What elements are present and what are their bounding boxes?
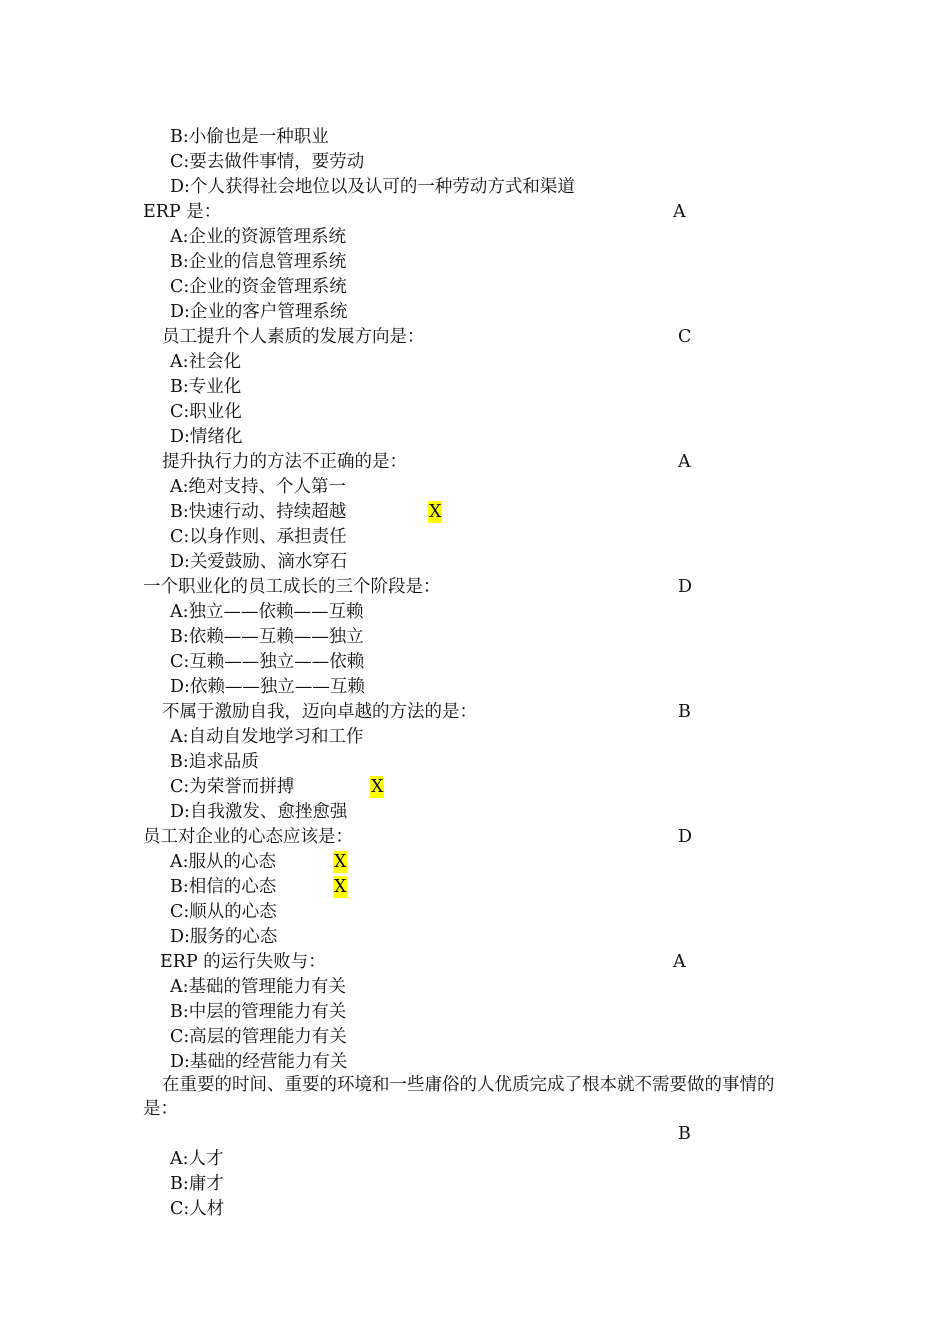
answer-key: A [673,952,686,972]
document-line: 提升执行力的方法不正确的是： [162,452,407,472]
document-line: C:要去做件事情，要劳动 [170,152,365,172]
document-line: 不属于激励自我，迈向卓越的方法的是： [162,702,477,722]
answer-key: A [673,202,686,222]
document-line: 在重要的时间、重要的环境和一些庸俗的人优质完成了根本就不需要做的事情的 [162,1075,775,1095]
document-line: D:自我激发、愈挫愈强 [170,802,348,822]
document-line: D:关爱鼓励、滴水穿石 [170,552,348,572]
highlighted-mark: X [429,502,442,522]
document-line: A:社会化 [170,352,242,372]
document-line: B:企业的信息管理系统 [170,252,347,272]
document-line: B:专业化 [170,377,242,397]
document-line: ERP 是： [143,202,222,222]
document-line: 是： [143,1099,178,1119]
document-line: C:以身作则、承担责任 [170,527,347,547]
answer-key: D [678,577,693,597]
answer-key: C [678,327,692,347]
document-line: D:个人获得社会地位以及认可的一种劳动方式和渠道 [170,177,575,197]
document-line: A:自动自发地学习和工作 [170,727,364,747]
highlighted-mark: X [334,877,347,897]
document-line: D:依赖——独立——互赖 [170,677,365,697]
document-line: B:中层的管理能力有关 [170,1002,347,1022]
document-line: A:企业的资源管理系统 [170,227,347,247]
document-line: B:相信的心态 [170,877,277,897]
document-line: A:服从的心态 [170,852,277,872]
document-line: C:顺从的心态 [170,902,277,922]
document-line: D:情绪化 [170,427,243,447]
document-line: C:高层的管理能力有关 [170,1027,347,1047]
answer-key: B [678,1124,691,1144]
document-line: D:企业的客户管理系统 [170,302,348,322]
document-line: 员工提升个人素质的发展方向是： [162,327,425,347]
answer-key: A [678,452,691,472]
document-line: C:企业的资金管理系统 [170,277,347,297]
highlighted-mark: X [371,777,384,797]
answer-key: B [678,702,691,722]
document-line: A:基础的管理能力有关 [170,977,347,997]
document-line: A:绝对支持、个人第一 [170,477,347,497]
document-line: ERP 的运行失败与： [160,952,326,972]
document-line: C:人材 [170,1199,225,1219]
document-line: B:追求品质 [170,752,259,772]
document-line: A:独立——依赖——互赖 [170,602,364,622]
document-line: C:职业化 [170,402,242,422]
document-line: 一个职业化的员工成长的三个阶段是： [143,577,441,597]
document-line: B:依赖——互赖——独立 [170,627,364,647]
document-line: C:互赖——独立——依赖 [170,652,365,672]
document-line: D:服务的心态 [170,927,278,947]
document-line: B:快速行动、持续超越 [170,502,347,522]
highlighted-mark: X [334,852,347,872]
document-line: C:为荣誉而拼搏 [170,777,295,797]
document-line: B:庸才 [170,1174,224,1194]
document-line: 员工对企业的心态应该是： [143,827,353,847]
answer-key: D [678,827,693,847]
document-line: D:基础的经营能力有关 [170,1052,348,1072]
document-line: A:人才 [170,1149,224,1169]
document-line: B:小偷也是一种职业 [170,127,329,147]
